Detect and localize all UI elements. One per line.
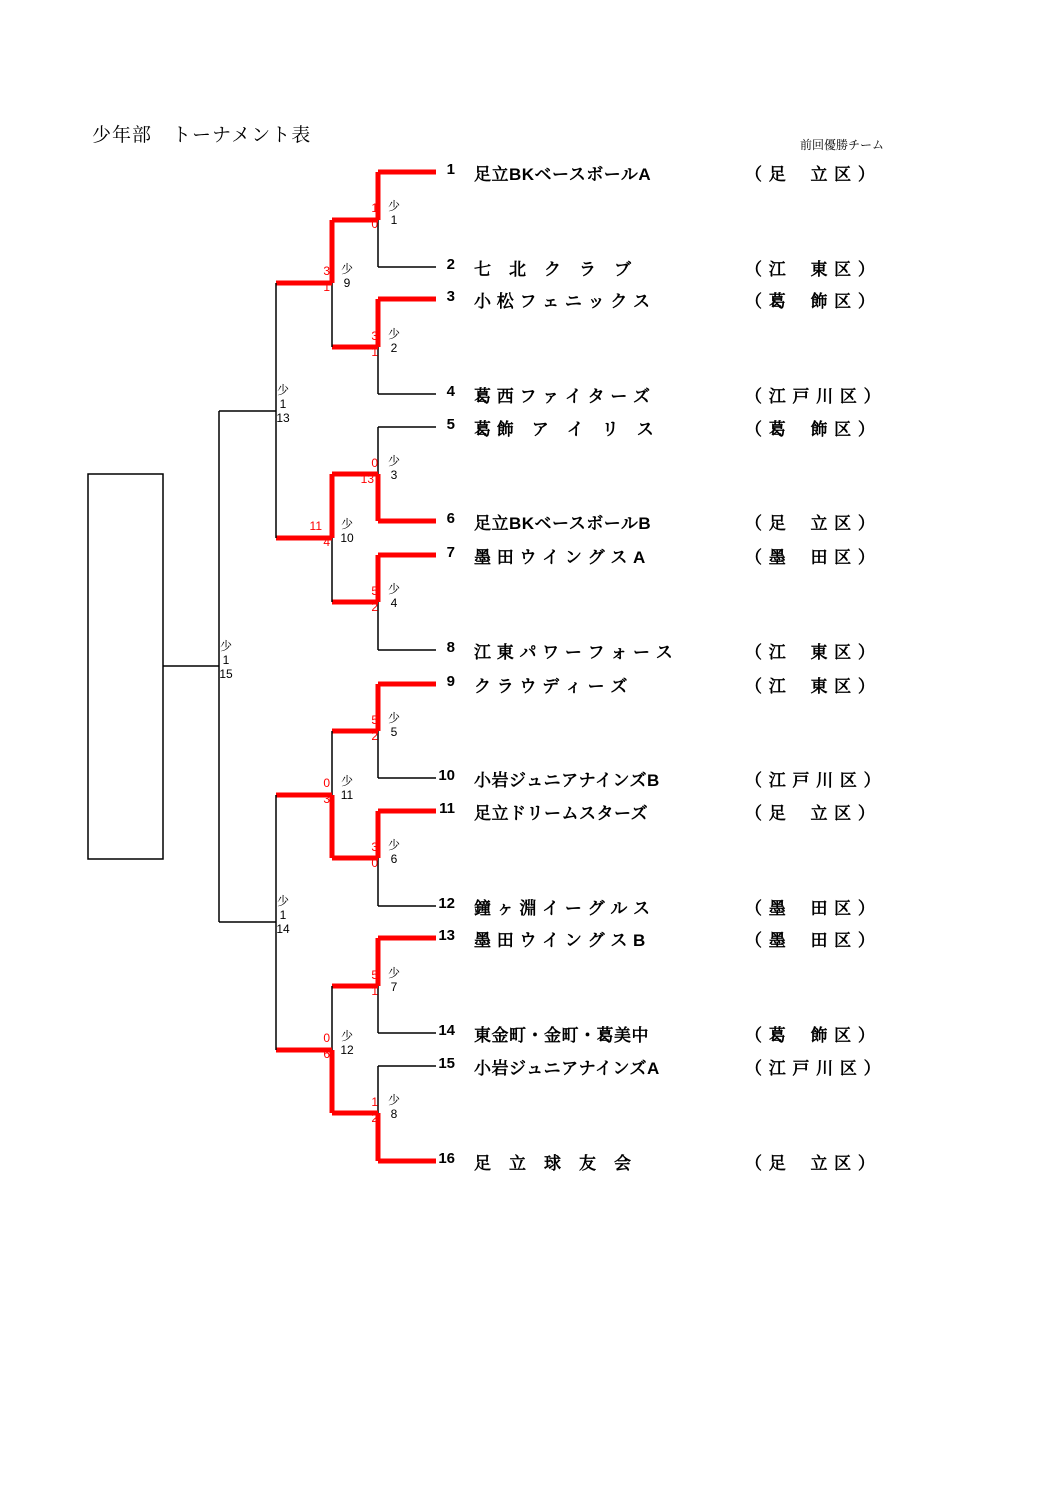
match-label-number: 15 — [219, 667, 233, 681]
score-top: 3 — [371, 329, 378, 343]
score-top: 5 — [371, 584, 378, 598]
seed-number: 12 — [438, 895, 455, 912]
team-name[interactable]: 小岩ジュニアナインズA — [474, 1059, 660, 1078]
match-label-number: 14 — [276, 922, 290, 936]
team-ward: （ 江 戸 川 区 ） — [745, 387, 882, 406]
score-bottom: 1 — [323, 280, 330, 294]
score-bottom: 0 — [371, 856, 378, 870]
team-name[interactable]: 足立ドリームスターズ — [474, 804, 649, 823]
team-ward: （ 足 立 区 ） — [745, 1154, 876, 1173]
seed-number: 3 — [446, 288, 455, 305]
match-label-number: 8 — [390, 1107, 398, 1121]
match-label-number: 13 — [276, 411, 290, 425]
match-label-kanji: 少 — [276, 383, 289, 397]
match-label-kanji: 少 — [340, 774, 353, 788]
team-name[interactable]: 足 立 球 友 会 — [474, 1154, 632, 1173]
team-name[interactable]: 七 北 ク ラ ブ — [474, 260, 632, 279]
seed-number: 8 — [446, 639, 455, 656]
team-ward: （ 足 立 区 ） — [745, 165, 876, 184]
seed-number: 9 — [446, 673, 455, 690]
team-ward: （ 江 東 区 ） — [745, 260, 876, 279]
team-ward: （ 足 立 区 ） — [745, 514, 876, 533]
score-bottom: 6 — [323, 1047, 330, 1061]
match-label-kanji: 少 — [387, 1093, 400, 1107]
match-label-kanji: 少 — [387, 199, 400, 213]
score-bottom: 2 — [371, 729, 378, 743]
match-label-number: 9 — [343, 276, 351, 290]
team-ward: （ 江 東 区 ） — [745, 677, 876, 696]
score-bottom: 0 — [371, 217, 378, 231]
match-label-number: 10 — [340, 531, 354, 545]
team-name[interactable]: ク ラ ウ デ ィ ー ズ — [474, 677, 628, 696]
seed-number: 14 — [438, 1022, 455, 1039]
match-label-kanji: 少 — [387, 582, 400, 596]
match-label-number: 1 — [222, 653, 230, 667]
match-label-number: 11 — [340, 788, 354, 802]
match-label-number: 6 — [390, 852, 398, 866]
seed-number: 6 — [446, 510, 455, 527]
team-ward: （ 墨 田 区 ） — [745, 899, 876, 918]
seed-number: 13 — [438, 927, 455, 944]
match-label-kanji: 少 — [340, 517, 353, 531]
team-ward: （ 墨 田 区 ） — [745, 931, 876, 950]
team-name[interactable]: 墨 田 ウ イ ン グ ス A — [474, 548, 646, 567]
team-name[interactable]: 小 松 フ ェ ニ ッ ク ス — [474, 292, 651, 311]
team-ward: （ 江 東 区 ） — [745, 643, 876, 662]
score-bottom: 1 — [371, 984, 378, 998]
score-bottom: 13 — [360, 472, 374, 486]
team-ward: （ 葛 飾 区 ） — [745, 420, 876, 439]
team-ward: （ 墨 田 区 ） — [745, 548, 876, 567]
match-label-kanji: 少 — [340, 1029, 353, 1043]
match-label-kanji: 少 — [387, 454, 400, 468]
match-label-kanji: 少 — [387, 966, 400, 980]
score-bottom: 1 — [371, 345, 378, 359]
score-bottom: 2 — [371, 600, 378, 614]
match-label-number: 3 — [390, 468, 398, 482]
match-label-number: 5 — [390, 725, 398, 739]
score-bottom: 2 — [371, 1111, 378, 1125]
team-name[interactable]: 東金町・金町・葛美中 — [474, 1026, 649, 1045]
seed-number: 10 — [438, 767, 455, 784]
score-top: 5 — [371, 968, 378, 982]
team-name[interactable]: 葛 飾 ア イ リ ス — [474, 420, 655, 439]
match-label-number: 1 — [279, 908, 287, 922]
score-top: 3 — [323, 264, 330, 278]
match-label-number: 12 — [340, 1043, 354, 1057]
score-top: 11 — [309, 519, 322, 533]
seed-number: 7 — [446, 544, 455, 561]
match-label-kanji: 少 — [387, 327, 400, 341]
team-name[interactable]: 足立BKベースボールB — [474, 514, 652, 533]
match-label-number: 7 — [390, 980, 398, 994]
team-ward: （ 足 立 区 ） — [745, 804, 876, 823]
team-ward: （ 江 戸 川 区 ） — [745, 771, 882, 790]
team-name[interactable]: 鐘 ヶ 淵 イ ー グ ル ス — [474, 899, 651, 918]
match-label-number: 1 — [279, 397, 287, 411]
match-label-number: 4 — [390, 596, 398, 610]
seed-number: 11 — [439, 800, 455, 817]
team-ward: （ 葛 飾 区 ） — [745, 1026, 876, 1045]
score-top: 1 — [371, 201, 378, 215]
team-name[interactable]: 江 東 パ ワ ー フ ォ ー ス — [474, 643, 674, 662]
team-ward: （ 江 戸 川 区 ） — [745, 1059, 882, 1078]
team-name[interactable]: 葛 西 フ ァ イ タ ー ズ — [474, 387, 651, 406]
page-title: 少年部 トーナメント表 — [92, 125, 312, 146]
match-label-kanji: 少 — [387, 711, 400, 725]
score-top: 0 — [371, 456, 378, 470]
match-label-number: 1 — [390, 213, 398, 227]
score-top: 0 — [323, 1031, 330, 1045]
seed-number: 2 — [446, 256, 455, 273]
seed-number: 1 — [446, 161, 455, 178]
seed-number: 5 — [446, 416, 455, 433]
seed-number: 4 — [446, 383, 455, 400]
score-bottom: 3 — [323, 792, 330, 806]
score-top: 5 — [371, 713, 378, 727]
team-name[interactable]: 小岩ジュニアナインズB — [474, 771, 660, 790]
score-top: 1 — [371, 1095, 378, 1109]
score-top: 0 — [323, 776, 330, 790]
match-label-number: 2 — [390, 341, 398, 355]
team-name[interactable]: 足立BKベースボールA — [474, 165, 652, 184]
match-label-kanji: 少 — [276, 894, 289, 908]
score-bottom: 4 — [323, 535, 330, 549]
match-label-kanji: 少 — [219, 639, 232, 653]
team-name[interactable]: 墨 田 ウ イ ン グ ス B — [474, 931, 646, 950]
score-top: 3 — [371, 840, 378, 854]
seed-number: 15 — [438, 1055, 455, 1072]
team-ward: （ 葛 飾 区 ） — [745, 292, 876, 311]
previous-champion-note: 前回優勝チーム — [800, 138, 885, 152]
seed-number: 16 — [438, 1150, 455, 1167]
match-label-kanji: 少 — [387, 838, 400, 852]
match-label-kanji: 少 — [340, 262, 353, 276]
